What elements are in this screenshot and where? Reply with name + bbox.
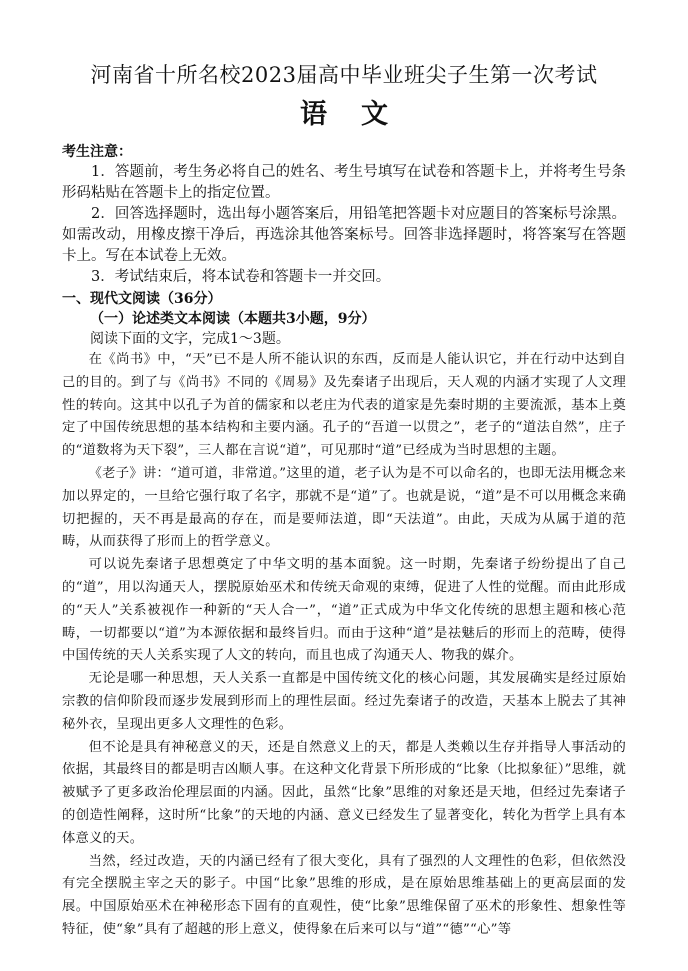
passage-paragraph: 在《尚书》中，“天”已不是人所不能认识的东西，反而是人能认识它，并在行动中达到自己的目的。到了与《尚书》不同的《周易》及先秦诸子出现后，天人观的内涵才实现了人文理性的转向。这其中以孔子为首的儒家和以老庄为代表的道家是先秦时期的主要流派，基本上奠定了中国传统思想的基本结构和主要内涵。孔子的“吾道一以贯之”，老子的“道法自然”，庄子的“道数将为天下裂”，三人都在言说“道”，可见那时“道”已经成为当时思想的主题。: [62, 352, 626, 459]
reading-passage: [62, 349, 626, 942]
passage-paragraph: 无论是哪一种思想，天人关系一直都是中国传统文化的核心问题，其发展确实是经过原始宗教的信仰阶段而逐步发展到形而上的理性层面。经过先秦诸子的改造，天基本上脱去了其神秘外衣，呈现出更多人文理性的色彩。: [62, 671, 626, 732]
notice-item: 3．考试结束后，将本试卷和答题卡一并交回。: [91, 269, 391, 285]
notice-heading: 考生注意：: [62, 144, 132, 160]
passage-paragraph: 但不论是具有神秘意义的天，还是自然意义上的天，都是人类赖以生存并指导人事活动的依据，其最终目的都是明吉凶顺人事。在这种文化背景下所形成的“比象（比拟象征）”思维，就被赋予了更多政治伦理层面的内涵。因此，虽然“比象”思维的对象还是天地，但经过先秦诸子的创造性阐释，这时所“比象”的天地的内涵、意义已经发生了显著变化，转化为哲学上具有本体意义的天。: [62, 739, 626, 846]
passage-paragraph: 可以说先秦诸子思想奠定了中华文明的基本面貌。这一时期，先秦诸子纷纷提出了自己的“道”，用以沟通天人，摆脱原始巫术和传统天命观的束缚，促进了人性的觉醒。而由此形成的“天人”关系被视作一种新的“天人合一”，“道”正式成为中华文化传统的思想主题和核心范畴，一切都要以“道”为本源依据和最终旨归。而由于这种“道”是祛魅后的形而上的范畴，使得中国传统的天人关系实现了人文的转向，而且也成了沟通天人、物我的媒介。: [62, 557, 626, 664]
notice-item: 2．回答选择题时，选出每小题答案后，用铅笔把答题卡对应题目的答案标号涂黑。如需改动，用橡皮擦干净后，再选涂其他答案标号。回答非选择题时，将答案写在答题卡上。写在本试卷上无效。: [62, 206, 626, 264]
section-title: 一、现代文阅读（36分）: [62, 291, 222, 307]
passage-paragraph: 当然，经过改造，天的内涵已经有了很大变化，具有了强烈的人文理性的色彩，但依然没有完全摆脱主宰之天的影子。中国“比象”思维的形成，是在原始思维基础上的更高层面的发展。中国原始巫术在神秘形态下固有的直观性，使“比象”思维保留了巫术的形象性、想象性等特征，使“象”具有了超越的形上意义，使得象在后来可以与“道”“德”“心”等: [62, 853, 626, 937]
notice-block: [62, 142, 626, 288]
notice-item: 1．答题前，考生务必将自己的姓名、考生号填写在试卷和答题卡上，并将考生号条形码粘贴在答题卡上的指定位置。: [62, 164, 626, 201]
exam-title: 河南省十所名校2023届高中毕业班尖子生第一次考试: [90, 63, 598, 87]
subject-title: 语文: [300, 99, 422, 130]
passage-paragraph: 《老子》讲：“道可道，非常道。”这里的道，老子认为是不可以命名的，也即无法用概念来加以界定的，一旦给它强行取了名字，那就不是“道”了。也就是说，“道”是不可以用概念来确切把握的，天不再是最高的存在，而是要师法道，即“天法道”。由此，天成为从属于道的范畴，从而获得了形而上的哲学意义。: [62, 465, 626, 550]
subsection-title: （一）论述类文本阅读（本题共3小题，9分）: [90, 311, 376, 327]
reading-instruction: 阅读下面的文字，完成1～3题。: [90, 331, 290, 347]
